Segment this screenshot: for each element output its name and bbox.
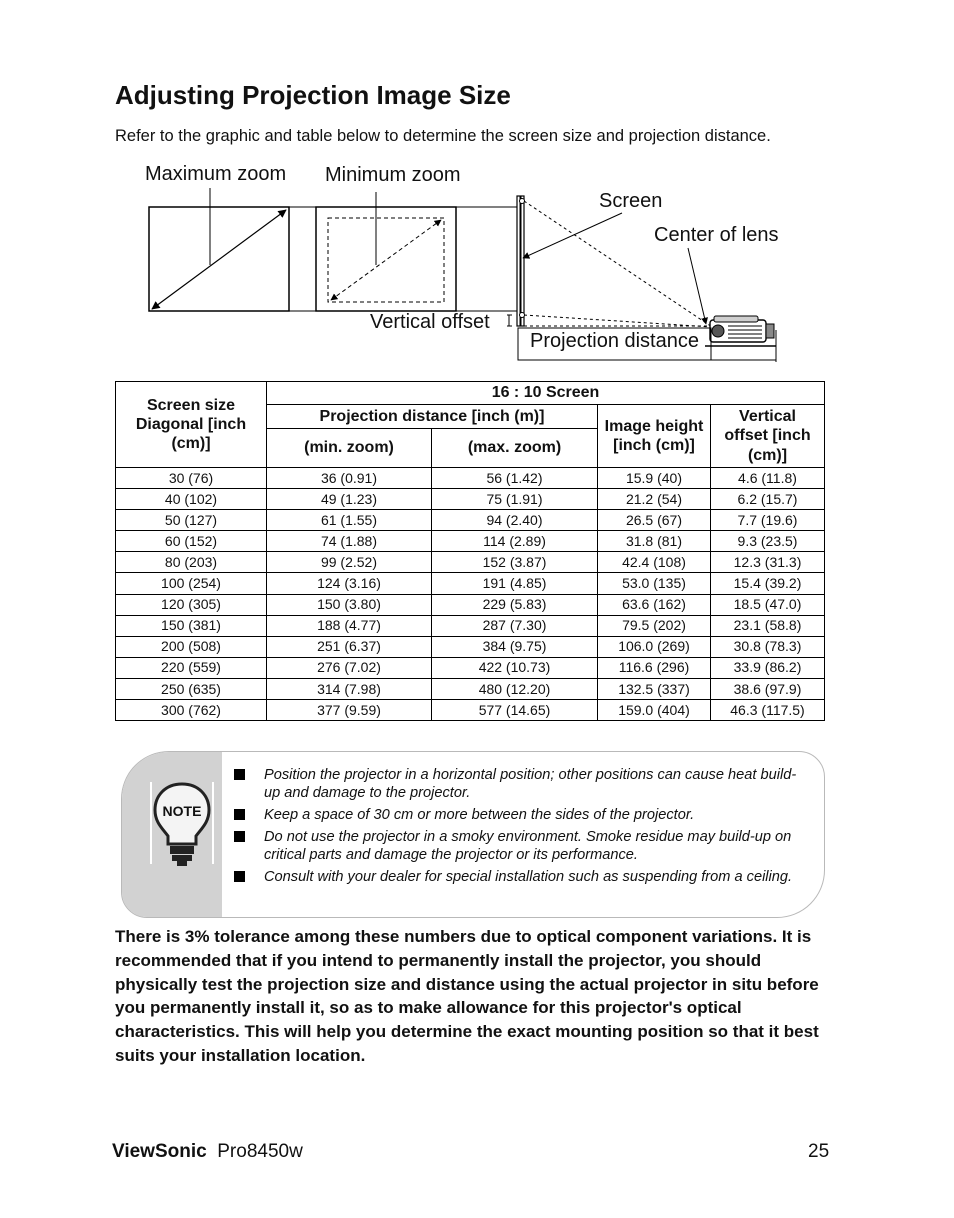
screen-label: Screen [599,190,663,212]
table-cell: 60 (152) [116,531,267,552]
vertical-offset-label: Vertical offset [370,311,490,333]
table-cell: 46.3 (117.5) [711,700,825,721]
table-row [116,636,825,657]
table-cell: 7.7 (19.6) [711,510,825,531]
table-cell: 220 (559) [116,657,267,678]
table-cell: 132.5 (337) [598,678,711,699]
intro-text: Refer to the graphic and table below to determine the screen size and projection distance. [115,127,771,145]
note-text: Position the projector in a horizontal position; other positions can cause heat build-up and damage to the projector. [264,767,797,801]
table-cell: 21.2 (54) [598,489,711,510]
table-cell: 31.8 (81) [598,531,711,552]
table-cell: 422 (10.73) [432,657,598,678]
table-cell: 36 (0.91) [267,468,432,489]
square-bullet-icon [234,831,245,842]
table-cell: 26.5 (67) [598,510,711,531]
table-cell: 9.3 (23.5) [711,531,825,552]
header-min-zoom: (min. zoom) [267,429,432,468]
table-cell: 300 (762) [116,700,267,721]
table-cell: 6.2 (15.7) [711,489,825,510]
square-bullet-icon [234,871,245,882]
table-row [116,531,825,552]
table-cell: 53.0 (135) [598,573,711,594]
table-cell: 200 (508) [116,636,267,657]
table-cell: 33.9 (86.2) [711,657,825,678]
table-cell: 80 (203) [116,552,267,573]
table-row [116,468,825,489]
table-row [116,594,825,615]
table-cell: 15.4 (39.2) [711,573,825,594]
table-cell: 287 (7.30) [432,615,598,636]
table-cell: 30 (76) [116,468,267,489]
note-box [121,751,825,918]
list-item [232,806,812,824]
table-cell: 30.8 (78.3) [711,636,825,657]
header-image-height: Image height [inch (cm)] [598,405,711,468]
table-row [116,573,825,594]
table-cell: 276 (7.02) [267,657,432,678]
table-cell: 12.3 (31.3) [711,552,825,573]
table-cell: 75 (1.91) [432,489,598,510]
table-cell: 159.0 (404) [598,700,711,721]
header-projection-distance: Projection distance [inch (m)] [267,405,598,429]
projector-icon [705,316,776,362]
table-cell: 100 (254) [116,573,267,594]
page-title: Adjusting Projection Image Size [115,80,511,110]
table-cell: 18.5 (47.0) [711,594,825,615]
table-cell: 480 (12.20) [432,678,598,699]
min-zoom-label: Minimum zoom [325,164,461,186]
table-cell: 124 (3.16) [267,573,432,594]
brand-name: ViewSonic [112,1141,207,1162]
note-lightbulb-icon [150,778,214,868]
note-text: Consult with your dealer for special installation such as suspending from a ceiling. [264,869,793,885]
table-cell: 314 (7.98) [267,678,432,699]
table-cell: 56 (1.42) [432,468,598,489]
header-vertical-offset: Vertical offset [inch (cm)] [711,405,825,468]
table-cell: 116.6 (296) [598,657,711,678]
table-row [116,700,825,721]
page-number: 25 [808,1141,830,1162]
table-cell: 377 (9.59) [267,700,432,721]
header-max-zoom: (max. zoom) [432,429,598,468]
table-cell: 50 (127) [116,510,267,531]
header-16-10-screen: 16 : 10 Screen [267,382,825,405]
table-cell: 23.1 (58.8) [711,615,825,636]
table-cell: 150 (381) [116,615,267,636]
projection-size-table [115,381,825,721]
table-cell: 106.0 (269) [598,636,711,657]
table-cell: 74 (1.88) [267,531,432,552]
max-zoom-label: Maximum zoom [145,163,287,185]
square-bullet-icon [234,769,245,780]
table-cell: 152 (3.87) [432,552,598,573]
table-cell: 79.5 (202) [598,615,711,636]
table-cell: 49 (1.23) [267,489,432,510]
table-cell: 15.9 (40) [598,468,711,489]
table-cell: 229 (5.83) [432,594,598,615]
min-zoom-figure [316,192,517,311]
max-zoom-figure [149,188,316,311]
table-cell: 94 (2.40) [432,510,598,531]
table-cell: 251 (6.37) [267,636,432,657]
table-cell: 384 (9.75) [432,636,598,657]
table-row [116,678,825,699]
table-cell: 191 (4.85) [432,573,598,594]
list-item [232,766,812,802]
table-cell: 38.6 (97.9) [711,678,825,699]
screen-figure [517,196,622,326]
table-row [116,489,825,510]
table-row [116,510,825,531]
list-item [232,868,812,886]
table-row [116,615,825,636]
table-cell: 99 (2.52) [267,552,432,573]
table-cell: 250 (635) [116,678,267,699]
center-of-lens-label: Center of lens [654,224,779,246]
table-cell: 577 (14.65) [432,700,598,721]
model-name: Pro8450w [217,1141,303,1162]
footer-brand [112,1141,303,1163]
table-cell: 40 (102) [116,489,267,510]
table-cell: 150 (3.80) [267,594,432,615]
table-cell: 120 (305) [116,594,267,615]
header-screen-size: Screen size Diagonal [inch (cm)] [116,382,267,468]
square-bullet-icon [234,809,245,820]
table-row [116,552,825,573]
table-cell: 188 (4.77) [267,615,432,636]
note-icon-label: NOTE [162,803,202,819]
table-cell: 42.4 (108) [598,552,711,573]
tolerance-paragraph: There is 3% tolerance among these numbers due to optical component variations. It is recommended that if you intend to permanently install the projector, you should physically test the projection size and distance using the actual projector in situ before you permanently install it, so as to make allowance for this projector's optical characteristics. This will help you determine the exact mounting position so that it best suits your installation location. [115,927,819,1065]
projection-distance-label: Projection distance [530,330,699,352]
table-cell: 61 (1.55) [267,510,432,531]
table-cell: 63.6 (162) [598,594,711,615]
note-list [232,766,812,890]
table-cell: 114 (2.89) [432,531,598,552]
table-row [116,657,825,678]
table-cell: 4.6 (11.8) [711,468,825,489]
note-text: Keep a space of 30 cm or more between the sides of the projector. [264,807,695,823]
note-text: Do not use the projector in a smoky environment. Smoke residue may build-up on critical parts and damage the projector or its performance. [264,829,792,863]
list-item [232,828,812,864]
